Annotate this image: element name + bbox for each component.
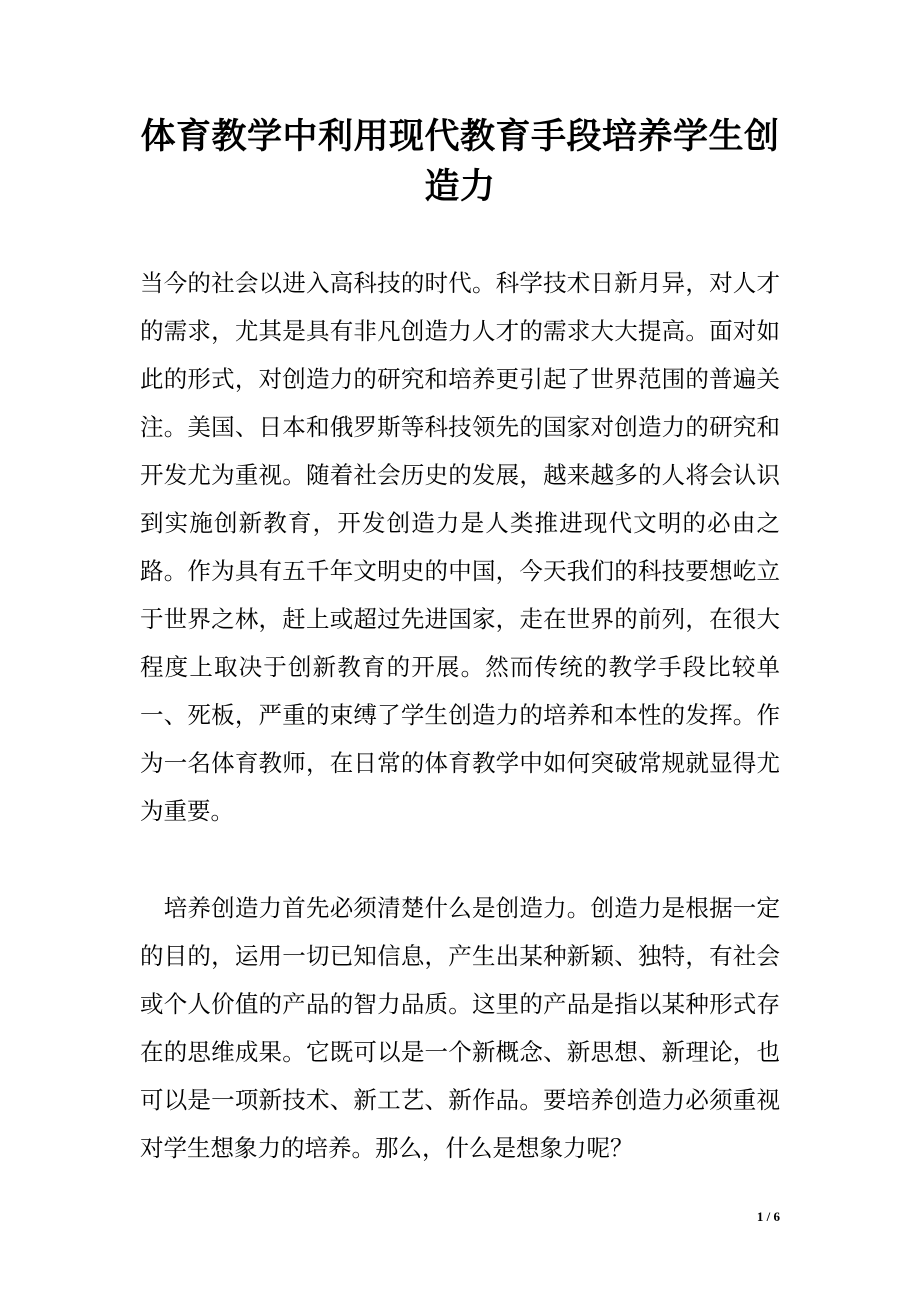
paragraph-creativity-definition: 培养创造力首先必须清楚什么是创造力。创造力是根据一定的目的，运用一切已知信息，产生出某种新颖、独特，有社会或个人价值的产品的智力品质。这里的产品是指以某种形式存在的思维成果。它既可以是一个新概念、新思想、新理论，也可以是一项新技术、新工艺、新作品。要培养创造力必须重视对学生想象力的培养。那么，什么是想象力呢？ xyxy=(140,894,780,1162)
page-number: 1 / 6 xyxy=(756,1209,780,1224)
document-title: 体育教学中利用现代教育手段培养学生创造力 xyxy=(140,117,780,207)
paragraph-intro: 当今的社会以进入高科技的时代。科学技术日新月异，对人才的需求，尤其是具有非凡创造力人才的需求大大提高。面对如此的形式，对创造力的研究和培养更引起了世界范围的普遍关注。美国、日本和俄罗斯等科技领先的国家对创造力的研究和开发尤为重视。随着社会历史的发展，越来越多的人将会认识到实施创新教育，开发创造力是人类推进现代文明的必由之路。作为具有五千年文明史的中国，今天我们的科技要想屹立于世界之林，赶上或超过先进国家，走在世界的前列，在很大程度上取决于创新教育的开展。然而传统的教学手段比较单一、死板，严重的束缚了学生创造力的培养和本性的发挥。作为一名体育教师，在日常的体育教学中如何突破常规就显得尤为重要。 xyxy=(140,269,780,825)
